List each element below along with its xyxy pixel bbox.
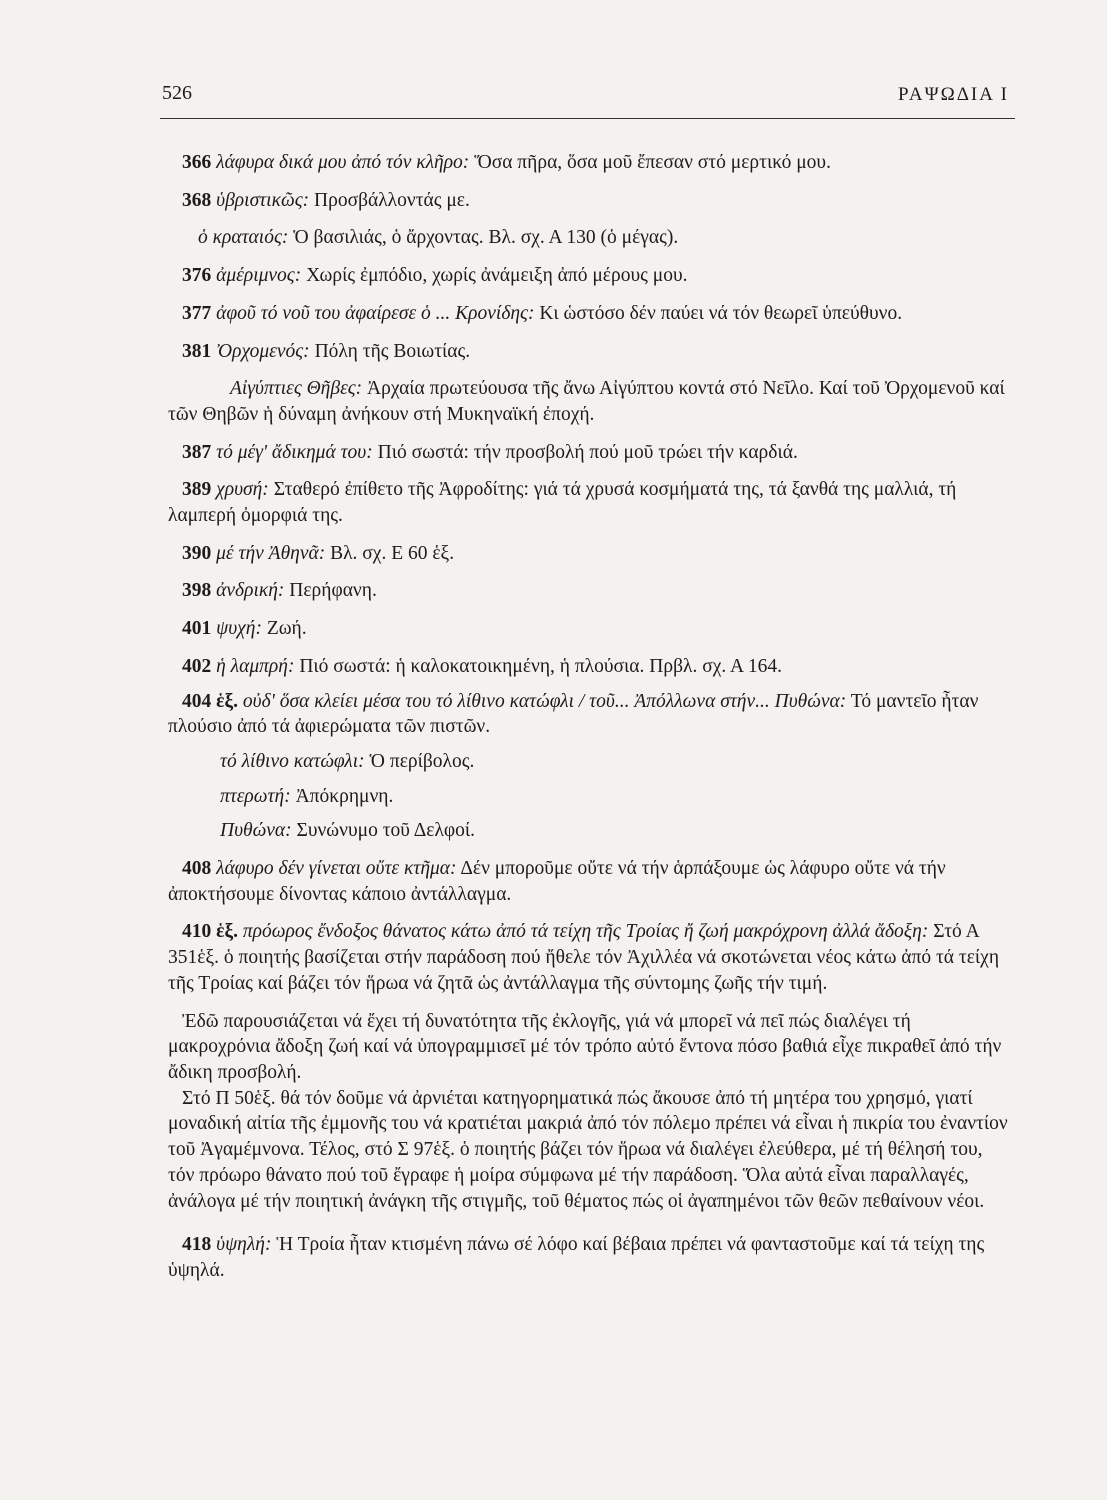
page-header xyxy=(160,78,1015,119)
note-402: 402 ἡ λαμπρή: Πιό σωστά: ἡ καλοκατοικημένη, ἡ πλούσια. Πρβλ. σχ. Α 164. xyxy=(182,655,783,677)
note-390: 390 μέ τήν Ἀθηνᾶ: Βλ. σχ. Ε 60 ἑξ. xyxy=(182,542,455,564)
commentary-notes xyxy=(168,150,1013,1284)
note-418: 418 ὑψηλή: Ἡ Τροία ἦταν κτισμένη πάνω σέ λόφο καί βέβαια πρέπει νά φανταστοῦμε καί τά τείχη της ὑψηλά. xyxy=(168,1234,985,1281)
note-404: 404 ἑξ. οὐδ' ὅσα κλείει μέσα του τό λίθινο κατώφλι / τοῦ... Ἀπόλλωνα στήν... Πυθώνα: Τό μαντεῖο ἦταν πλούσιο ἀπό τά ἀφιερώματα τῶν πιστῶν. xyxy=(168,690,979,738)
note-404d: Πυθώνα: Συνώνυμο τοῦ Δελφοί. xyxy=(220,820,476,842)
note-410-para3: Στό Π 50ἑξ. θά τόν δοῦμε νά ἀρνιέται κατηγορηματικά πώς ἄκουσε ἀπό τή μητέρα του χρησμό, γιατί μοναδική αἰτία τῆς ἐμμονῆς του νά κρατιέται μακριά ἀπό τόν πόλεμο πρέπει νά εἶναι ἡ πικρία του ἐναντίον τοῦ Ἀγαμέμνονα. Τέλος, στό Σ 97ἑξ. ὁ ποιητής βάζει τόν ἥρωα νά διαλέγει ἐλεύθερα, μέ τή θέλησή του, τόν πρόωρο θάνατο πού τοῦ ἔγραφε ἡ μοίρα σύμφωνα μέ τήν παράδοση. Ὅλα αὐτά εἶναι παραλλαγές, ἀνάλογα μέ τήν ποιητική ἀνάγκη τῆς στιγμῆς, τοῦ θέματος πώς οἱ ἀγαπημένοι τῶν θεῶν πεθαίνουν νέοι. xyxy=(168,1087,1008,1212)
note-404c: πτερωτή: Ἀπόκρημνη. xyxy=(220,785,394,807)
note-410: 410 ἑξ. πρόωρος ἔνδοξος θάνατος κάτω ἀπό τά τείχη τῆς Τροίας ἤ ζωή μακρόχρονη ἀλλά ἄδοξη: Στό Α 351ἑξ. ὁ ποιητής βασίζεται στήν παράδοση πού ἤθελε τόν Ἀχιλλέα νά σκοτώνεται νέος κάτω ἀπό τά τείχη τῆς Τροίας καί βάζει τόν ἥρωα νά ζητᾶ ὡς ἀντάλλαγμα τῆς σύντομης ζωῆς τήν τιμή. xyxy=(168,921,1000,994)
note-404b: τό λίθινο κατώφλι: Ὁ περίβολος. xyxy=(220,750,475,772)
note-398: 398 ἀνδρική: Περήφανη. xyxy=(182,580,377,602)
note-387: 387 τό μέγ' ἄδικημά του: Πιό σωστά: τήν προσβολή πού μοῦ τρώει τήν καρδιά. xyxy=(182,441,798,463)
note-401: 401 ψυχή: Ζωή. xyxy=(182,618,307,640)
note-377: 377 ἀφοῦ τό νοῦ του ἀφαίρεσε ὁ ... Κρονίδης: Κι ὡστόσο δέν παύει νά τόν θεωρεῖ ὑπεύθυνο. xyxy=(182,302,903,324)
note-366: 366 λάφυρα δικά μου ἀπό τόν κλῆρο: Ὅσα πῆρα, ὅσα μοῦ ἔπεσαν στό μερτικό μου. xyxy=(182,152,831,173)
note-376: 376 ἀμέριμνος: Χωρίς ἐμπόδιο, χωρίς ἀνάμειξη ἀπό μέρους μου. xyxy=(182,265,688,287)
note-368: 368 ὑβριστικῶς: Προσβάλλοντάς με. xyxy=(182,189,470,211)
running-title: ΡΑΨΩΔΙΑ Ι xyxy=(898,84,1009,105)
note-368b: ὁ κραταιός: Ὁ βασιλιάς, ὁ ἄρχοντας. Βλ. σχ. Α 130 (ὁ μέγας). xyxy=(198,227,679,249)
note-408: 408 λάφυρο δέν γίνεται οὔτε κτῆμα: Δέν μποροῦμε οὔτε νά τήν ἁρπάξουμε ὡς λάφυρο οὔτε νά τήν ἀποκτήσουμε δίνοντας κάποιο ἀντάλλαγμα. xyxy=(168,858,946,905)
note-410-para2: Ἐδῶ παρουσιάζεται νά ἔχει τή δυνατότητα τῆς ἐκλογῆς, γιά νά μπορεῖ νά πεῖ πώς διαλέγει τή μακροχρόνια ἄδοξη ζωή καί νά ὑπογραμμισεῖ μέ τόν τρόπο αὐτό ἔντονα πόσο βαθιά εἶχε πικραθεῖ ἀπό τήν ἄδικη προσβολή. xyxy=(168,1010,1002,1083)
note-381: 381 Ὀρχομενός: Πόλη τῆς Βοιωτίας. xyxy=(182,340,471,362)
page-number: 526 xyxy=(162,82,192,104)
note-381b: Αἰγύπτιες Θῆβες: Ἀρχαία πρωτεύουσα τῆς ἄνω Αἰγύπτου κοντά στό Νεῖλο. Καί τοῦ Ὀρχομενοῦ καί τῶν Θηβῶν ἡ δύναμη ἀνήκουν στή Μυκηναϊκή ἐποχή. xyxy=(168,378,1005,425)
note-389: 389 χρυσή: Σταθερό ἐπίθετο τῆς Ἀφροδίτης: γιά τά χρυσά κοσμήματά της, τά ξανθά της μαλλιά, τή λαμπερή ὀμορφιά της. xyxy=(168,479,957,527)
